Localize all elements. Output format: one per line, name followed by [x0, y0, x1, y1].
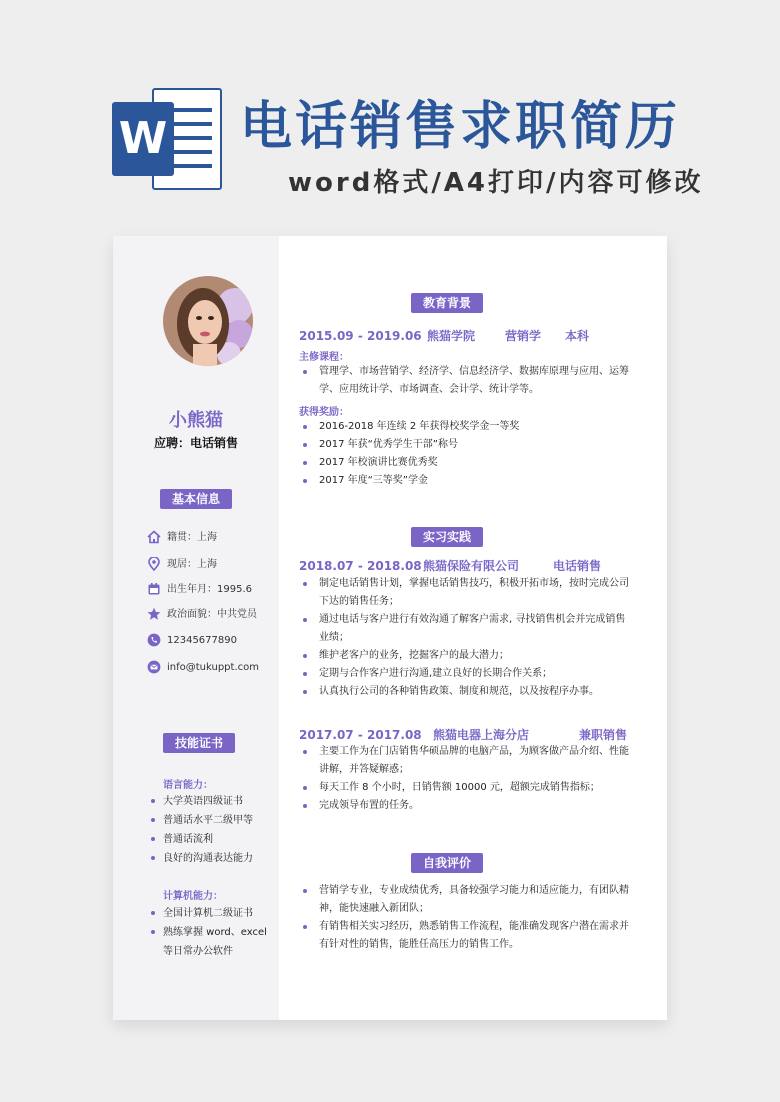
skills-tag: 技能证书 — [163, 733, 235, 753]
info-birth-text: 出生年月：1995.6 — [167, 584, 252, 595]
list-item: 认真执行公司的各种销售政策、制度和规范，以及按程序办事。 — [299, 683, 635, 701]
info-phone-text: 12345677890 — [167, 635, 237, 646]
language-skills-list — [147, 792, 269, 868]
internship-tag: 实习实践 — [411, 527, 483, 547]
list-item: 2017 年获“优秀学生干部”称号 — [299, 436, 635, 454]
computer-skills-list — [147, 904, 269, 961]
language-skills-title: 语言能力： — [163, 780, 213, 791]
list-item: 管理学、市场营销学、经济学、信息经济学、数据库原理与应用、运筹学、应用统计学、市场调查、会计学、统计学等。 — [299, 363, 635, 399]
list-item: 2017 年度“三等奖”学金 — [299, 472, 635, 490]
job-period: 2018.07 - 2018.08 — [299, 559, 422, 573]
job-duties-list — [299, 743, 635, 815]
info-political-text: 政治面貌：中共党员 — [167, 609, 257, 620]
info-email-text: info@tukuppt.com — [167, 662, 259, 673]
applied-position: 应聘：电话销售 — [153, 436, 238, 450]
mail-icon — [147, 660, 161, 674]
job-header — [299, 557, 601, 574]
basic-info-tag: 基本信息 — [160, 489, 232, 509]
courses-title: 主修课程： — [299, 352, 349, 363]
education-period: 2015.09 - 2019.06 — [299, 329, 422, 343]
list-item: 熟练掌握 word、excel 等日常办公软件 — [147, 923, 269, 961]
list-item: 完成领导布置的任务。 — [299, 797, 635, 815]
job-company: 熊猫电器上海分店 — [433, 728, 530, 742]
list-item: 制定电话销售计划，掌握电话销售技巧，积极开拓市场，按时完成公司下达的销售任务； — [299, 575, 635, 611]
list-item: 定期与合作客户进行沟通,建立良好的长期合作关系； — [299, 665, 635, 683]
word-logo-badge: W — [112, 102, 174, 176]
star-icon — [147, 607, 161, 621]
list-item: 普通话水平二级甲等 — [147, 811, 269, 830]
list-item: 每天工作 8 个小时，日销售额 10000 元，超额完成销售指标； — [299, 779, 635, 797]
education-school: 熊猫学院 — [427, 329, 476, 343]
job-company: 熊猫保险有限公司 — [423, 559, 520, 573]
courses-list — [299, 363, 635, 399]
resume-sidebar — [113, 236, 279, 1020]
job-duties-list — [299, 575, 635, 701]
education-major: 营销学 — [505, 329, 542, 343]
info-row-phone — [147, 633, 237, 649]
info-hometown-text: 籍贯：上海 — [167, 532, 217, 543]
evaluation-list — [299, 882, 635, 954]
job-role: 电话销售 — [553, 559, 602, 573]
list-item: 2016-2018 年连续 2 年获得校奖学金一等奖 — [299, 418, 635, 436]
list-item: 全国计算机二级证书 — [147, 904, 269, 923]
computer-skills-title: 计算机能力： — [163, 891, 223, 902]
promo-banner — [0, 0, 780, 230]
list-item: 大学英语四级证书 — [147, 792, 269, 811]
location-pin-icon — [147, 557, 161, 571]
evaluation-tag: 自我评价 — [411, 853, 483, 873]
list-item: 普通话流利 — [147, 830, 269, 849]
list-item: 良好的沟通表达能力 — [147, 849, 269, 868]
home-icon — [147, 530, 161, 544]
list-item: 维护老客户的业务，挖掘客户的最大潜力； — [299, 647, 635, 665]
education-degree: 本科 — [565, 329, 590, 343]
banner-subtitle: word格式/A4打印/内容可修改 — [288, 168, 704, 198]
education-header — [299, 327, 589, 344]
job-period: 2017.07 - 2017.08 — [299, 728, 422, 742]
banner-title: 电话销售求职简历 — [240, 97, 681, 157]
list-item: 主要工作为在门店销售华硕品牌的电脑产品，为顾客做产品介绍、性能讲解，并答疑解惑； — [299, 743, 635, 779]
info-residence-text: 现居：上海 — [167, 559, 217, 570]
awards-title: 获得奖励： — [299, 407, 349, 418]
resume-page — [113, 236, 667, 1020]
calendar-icon — [147, 582, 161, 596]
avatar — [163, 276, 253, 366]
info-row-email — [147, 660, 259, 676]
education-tag: 教育背景 — [411, 293, 483, 313]
list-item: 2017 年校演讲比赛优秀奖 — [299, 454, 635, 472]
word-document-icon — [112, 84, 224, 194]
list-item: 有销售相关实习经历，熟悉销售工作流程，能准确发现客户潜在需求并有针对性的销售，能胜任高压力的销售工作。 — [299, 918, 635, 954]
candidate-name: 小熊猫 — [169, 410, 223, 431]
info-row-hometown — [147, 530, 217, 546]
info-row-political — [147, 607, 257, 623]
awards-list — [299, 418, 635, 490]
list-item: 营销学专业，专业成绩优秀，具备较强学习能力和适应能力，有团队精神，能快速融入新团队； — [299, 882, 635, 918]
info-row-birth — [147, 582, 252, 598]
list-item: 通过电话与客户进行有效沟通了解客户需求, 寻找销售机会并完成销售业绩； — [299, 611, 635, 647]
job-header — [299, 726, 627, 743]
job-role: 兼职销售 — [579, 728, 628, 742]
phone-icon — [147, 633, 161, 647]
info-row-residence — [147, 557, 217, 573]
